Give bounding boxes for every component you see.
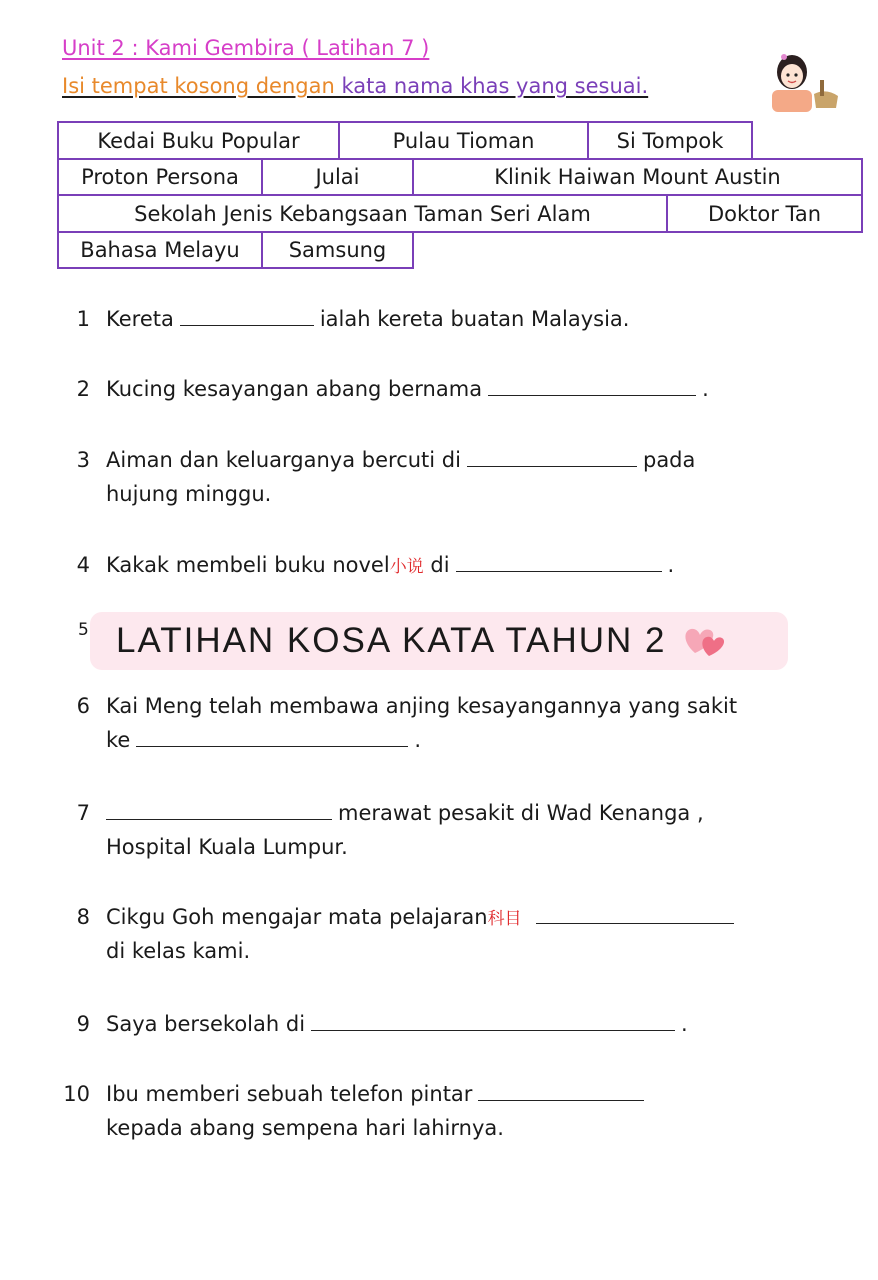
- word-box-item: Sekolah Jenis Kebangsaan Taman Seri Alam: [57, 194, 668, 233]
- word-box-item: Julai: [261, 158, 414, 196]
- answer-blank[interactable]: [311, 1008, 675, 1031]
- word-box-item: Samsung: [261, 231, 414, 269]
- word-box-item: Pulau Tioman: [338, 121, 589, 160]
- banner-text: LATIHAN KOSA KATA TAHUN 2: [116, 621, 667, 660]
- word-box-item: Doktor Tan: [666, 194, 863, 233]
- instruction-part2: kata nama khas yang sesuai.: [341, 74, 649, 98]
- question-5-number: 5: [78, 620, 89, 640]
- instruction-part1: Isi tempat kosong dengan: [62, 74, 342, 98]
- instruction: [62, 74, 648, 98]
- answer-blank[interactable]: [536, 901, 734, 924]
- worksheet-title: Unit 2 : Kami Gembira ( Latihan 7 ): [62, 36, 430, 60]
- word-box-item: Bahasa Melayu: [57, 231, 263, 269]
- hearts-icon: [681, 623, 727, 659]
- word-box-item: Si Tompok: [587, 121, 753, 160]
- answer-blank[interactable]: [180, 303, 314, 326]
- answer-blank[interactable]: [488, 373, 696, 396]
- word-box-item: Klinik Haiwan Mount Austin: [412, 158, 863, 196]
- banner: [90, 612, 788, 670]
- word-box-item: Proton Persona: [57, 158, 263, 196]
- answer-blank[interactable]: [467, 444, 637, 467]
- answer-blank[interactable]: [106, 797, 332, 820]
- answer-blank[interactable]: [456, 549, 662, 572]
- answer-blank[interactable]: [136, 724, 408, 747]
- girl-avatar-icon: [764, 50, 848, 114]
- answer-blank[interactable]: [478, 1078, 644, 1101]
- word-box-item: Kedai Buku Popular: [57, 121, 340, 160]
